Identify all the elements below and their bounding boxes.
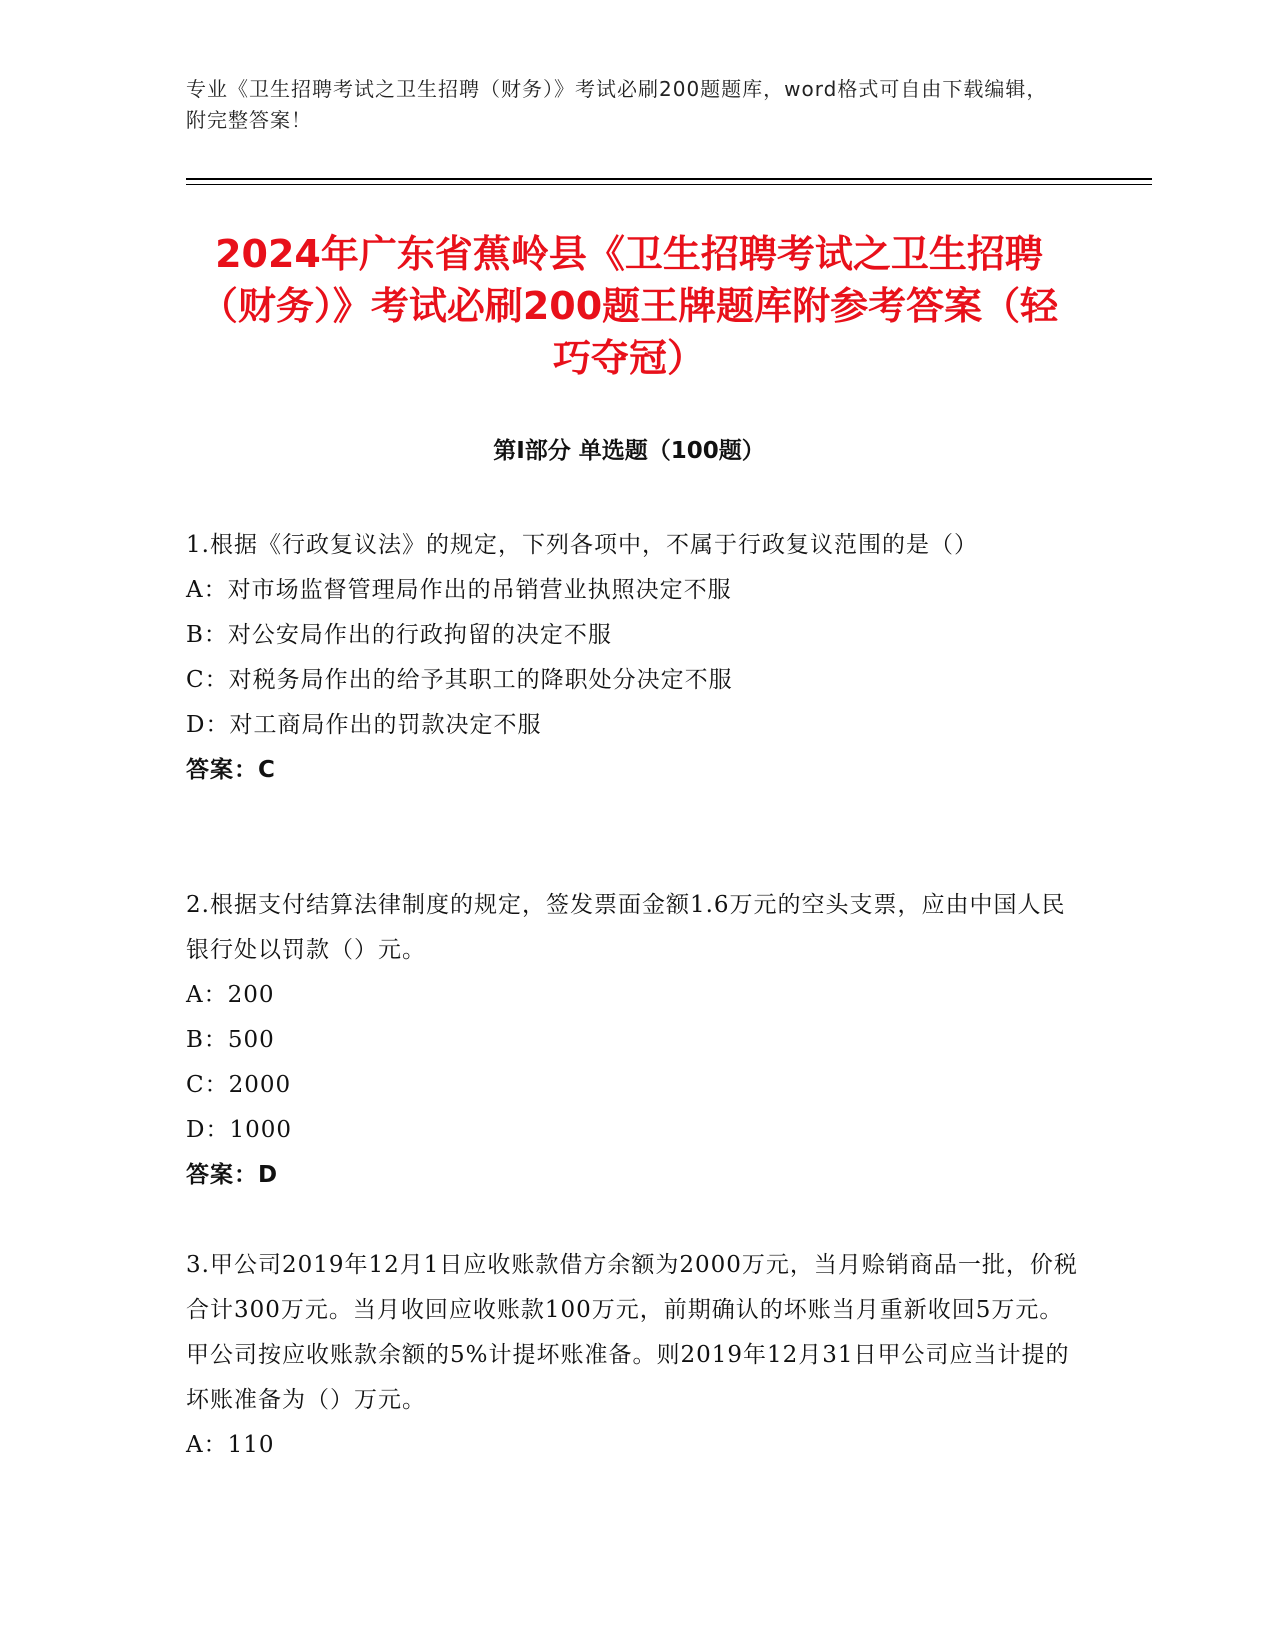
header-divider-thick: [186, 178, 1152, 180]
option-b: B：对公安局作出的行政拘留的决定不服: [186, 622, 612, 648]
option-b: B：500: [186, 1027, 275, 1053]
question-stem: 2.根据支付结算法律制度的规定，签发票面金额1.6万元的空头支票，应由中国人民银行处以罚款（）元。: [186, 892, 1066, 963]
question-stem: 3.甲公司2019年12月1日应收账款借方余额为2000万元，当月赊销商品一批，价税合计300万元。当月收回应收账款100万元，前期确认的坏账当月重新收回5万元。甲公司按应收账款余额的5%计提坏账准备。则2019年12月31日甲公司应当计提的坏账准备为（）万元。: [186, 1252, 1078, 1413]
header-divider-thin: [186, 184, 1152, 185]
option-d: D：对工商局作出的罚款决定不服: [186, 712, 542, 738]
option-a: A：对市场监督管理局作出的吊销营业执照决定不服: [186, 577, 732, 603]
answer-label: 答案：D: [186, 1162, 279, 1188]
question-3: [186, 1243, 1086, 1468]
option-a: A：200: [186, 982, 275, 1008]
question-2: [186, 883, 1086, 1198]
section-heading: 第I部分 单选题（100题）: [493, 438, 765, 464]
header-note: 专业《卫生招聘考试之卫生招聘（财务）》考试必刷200题题库，word格式可自由下载编辑，附完整答案！: [186, 77, 1048, 132]
document-title: 2024年广东省蕉岭县《卫生招聘考试之卫生招聘（财务）》考试必刷200题王牌题库附参考答案（轻巧夺冠）: [199, 232, 1059, 380]
question-stem: 1.根据《行政复议法》的规定，下列各项中，不属于行政复议范围的是（）: [186, 532, 978, 558]
option-a: A：110: [186, 1432, 275, 1458]
option-c: C：对税务局作出的给予其职工的降职处分决定不服: [186, 667, 733, 693]
option-c: C：2000: [186, 1072, 292, 1098]
question-1: [186, 523, 1086, 793]
answer-label: 答案：C: [186, 757, 276, 783]
option-d: D：1000: [186, 1117, 292, 1143]
